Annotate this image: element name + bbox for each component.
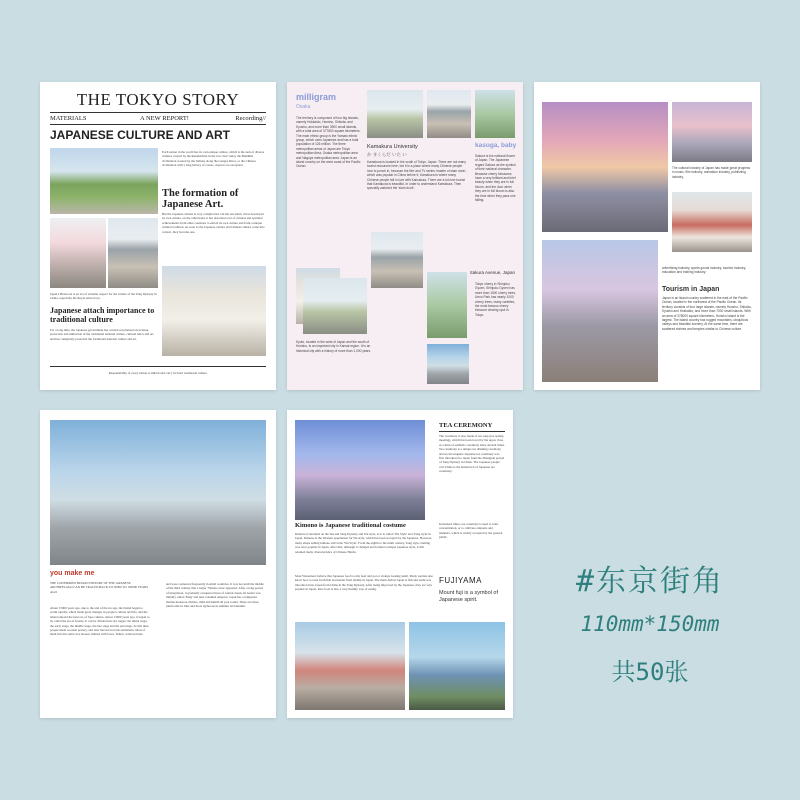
card1-headline: JAPANESE CULTURE AND ART — [50, 128, 231, 142]
card2-mid-sub: か まくらだ いた い — [367, 152, 407, 157]
alley-photo — [371, 232, 423, 288]
card1-intro: Each nation in the world has its own unique culture, which is the sum of diverse cultures created by the Rakahachtie in the two river valley the Buddhist civilization created by the Indians along the Ganges River, or the Chinese civilization with a long history of course, Japan is no exception. — [162, 150, 265, 168]
card-milligram — [287, 82, 523, 390]
dusk-houses-photo — [672, 102, 752, 162]
card2-mid-text: Kamakura is located in the south of Tokyo, Japan. There are not many tourist resources here, but it is a place where many Chinese people love to punch in, because the film and TV series 'master of slam dunk', which was popular in China before it, Kamakura is where many Chinese people fall in love with Kamakura. There are a lot new tourist that Kamakura is beautiful, in order to understand Kamakura. Then specially watched the 'slam dunk'. — [367, 160, 467, 191]
card5-title2: TEA CEREMONY — [439, 422, 493, 429]
card2-col3b: Tokyo cherry in Shinjuku Gyoen, Shinjuku Gyoen has more than 1500 cherry trees, Ueno Park has nearly 1000 cherry trees, many varieties, the most famous cherry blossom viewing spot in Tokyo. — [475, 282, 516, 317]
card-tokyo-story — [40, 82, 276, 390]
card5-text4: In modern times, tea ceremony is used to train concentration, or to cultivate etiquette and manners, which is widely accepted by the general public. — [439, 522, 503, 540]
card1-body1: But the Japanese culture is very complicated. On the one hand, it has developed its own culture, on the other hand, it has absorbed a lot of cultural and spiritual achievements from other countries to enrich its own culture and form a unique cultural tradition. As soon as the Japanese culture and Chinese culture come into contact, they become one. — [162, 212, 265, 234]
card2-mid-title: Kamakura University — [367, 144, 418, 150]
card1-caption1: Japan's Heian era is an era of extreme respect for the culture of the Tang Dynasty in China, especially the Royal aristocracy. — [50, 292, 157, 301]
corner-shop-photo — [672, 192, 752, 252]
card2-label1: milligram — [296, 92, 337, 102]
card5-text2: Most Westerners believe that Japanese food is only beef and pot or strange looking sushi. Many tourists also know how to taste fresh fish and tender fried shrimp in Japan. The main dish in Japan is fish and sushi was introduced into Japan from China in the Tang Dynasty. After being improved by the Japanese, they are very popular in Japan. Raw food is also a very healthy way of eating. — [295, 574, 434, 592]
station-photo — [303, 278, 367, 334]
card1-header-right: Recording// — [235, 115, 266, 122]
riverside-photo — [427, 272, 467, 338]
card5-text3: The ceremony is also made of tea soup (tea tasting meeting), which has been loved by the upper class as a kind of aesthetic ceremony since ancient times. Tea ceremony is a unique tea drinking ceremony and social etiquette Japanese tea ceremony was first introduced to Japan from the Zhenguan period of Tang Dynasty in China. The Japanese people call 'China is the hometown of Japanese tea ceremony'. — [439, 434, 505, 474]
city-photo — [427, 90, 471, 138]
card1-header-mid: A NEW REPORT! — [140, 115, 189, 122]
card4-col2: and were connected frequently in small countries. It was not until the middle of the third century that a larger 'Yamato state' appeared. After a long period of integration, it gradually conquered most of central Japan. Its leader was initially called 'King' and later renamed emperor. Japan has a temperate marine monsoon climate, mild and humid all year round. There are more plum rains in June and more typhoons in summer and autumn. — [166, 582, 264, 609]
mount-fuji-photo — [409, 622, 505, 710]
card-kimono — [287, 410, 513, 718]
card4-label: you make me — [50, 570, 95, 577]
card1-footer: Responsibility of every nation to inherit and carry forward traditional culture. — [108, 371, 208, 375]
card2-col1: The territory is composed of four big islands, namely Hokkaido, Honshu, Shikoku and Kyushu, and more than 3900 small islands, with a total area of 377800 square kilometers. The main ethnic group is the Yamato ethnic group, which uses Japanese and has a total population of 126 million. The three metropolitan areas of Japan are Tokyo metropolitan Area, Osaka metropolitan area and Nagoya metropolitan area. Japan is an island country on the west coast of the Pacific Ocean. — [296, 116, 361, 169]
sunset-bus-photo — [542, 102, 668, 232]
promo-count: 共50张 — [611, 658, 689, 686]
seaside-photo — [50, 148, 158, 214]
card2-label2: kasuga, baby — [475, 142, 517, 149]
card3-text1: The cultural industry of Japan has made great progress in music, film industry, animation industry, publishing industry. — [672, 166, 751, 179]
roadside-photo — [50, 420, 266, 565]
card1-body2: For a long time, the Japanese government has carried out planned excavation, protection and utilization of the traditional national culture, cultural relics and art, and has completely protected the traditional national culture and art. — [50, 328, 155, 341]
card4-col1: About 15000 years ago, due to the end of the ice age, the Island began to warm rapidly, which made great changes in people's culture and life, and the island entered the next era of Jopo culture. About 13000 years ago, it began to be called the era of bronze. It can be divided into six stages: the initial stage, the early stage, the middle stage, the late stage and the end stage. At this time, people made wooden pottery, and later moved towards settlement. Most of them lived in semi cave houses, hunted with bows, fished, collected nuts. — [50, 606, 150, 637]
evening-street-photo — [542, 240, 658, 382]
card-tourism — [534, 82, 760, 390]
card3-heading: Tourism in Japan — [662, 286, 720, 293]
card2-caption: Kyoto, located in the west of Japan and the south of Honshu, is an important city in Kansai region. It is an historical city with a history of more than 1,000 years. — [296, 340, 371, 353]
rail-photo — [367, 90, 423, 138]
card2-sub-label: Sakura Avenue, Japan — [469, 270, 515, 275]
card2-label1-sub: Osaka — [296, 104, 311, 110]
railway-crossing-photo — [427, 344, 469, 384]
card2-col3: Sakura is the national flower of Japan. The Japanese regard Sakura as the symbol of their national character. Because cherry blossoms have a very brilliant and brief beauty when they are in full bloom, and the door when they are in full bloom is also the time when they pass one falling. — [475, 154, 516, 203]
card1-header-left: MATERIALS — [50, 115, 87, 122]
card3-text3: Japan is an island country scattered in the east of the Pacific Ocean, located in the northwest of the Pacific Ocean. Its territory consists of four large islands, namely Honshu, Shikoku, Kyushu and Hokkaido, and more than 7000 small islands. With an area of 378000 square kilometers, Honshu Island is the largest. The island country has rugged mountains, ubiquitous valleys and beautiful scenery. At the same time, there are scattered shrines and temples similar to Chinese culture. — [662, 296, 752, 331]
card1-title: THE TOKYO STORY — [76, 90, 240, 109]
students-photo — [108, 218, 158, 288]
promo-size: 110mm*150mm — [580, 612, 720, 636]
card5-text5: Mount fuji is a symbol of Japanese spirit. — [439, 590, 498, 603]
house-photo — [162, 266, 266, 356]
card5-title3: FUJIYAMA — [439, 576, 482, 585]
card4-intro: THE CONFIRMED HUMAN HISTORY OF THE JAPANESE ARCHIPELAGO CAN BE TRACED BACK TO 30000 TO 100000 YEARS AGO — [50, 581, 149, 594]
card5-text1: Kimono is modeled on the Sui and Tang Dynasty and Wu style, as it is called 'Wu Style' and 'Tang style' in Japan. Kimono is the Western appellation for Wa style, which has been accepted by the Japanese. However, many shops selling kimono still write 'Wu Style'. From the eighth to the ninth century, Tang style clothing was once popular in Japan. After that, although it changed and formed a unique Japanese style, it still retained many characteristics of Chinese Hanfu. — [295, 532, 433, 554]
card-you-make-me — [40, 410, 276, 718]
anime-street-photo — [295, 420, 425, 520]
card1-subhead1: The formation of Japanese Art. — [162, 188, 239, 210]
promo-tag: #东京街角 — [575, 564, 725, 599]
park-photo — [475, 90, 515, 138]
card5-title1: Kimono is Japanese traditional costume — [295, 522, 406, 529]
cherry-street-photo — [50, 218, 106, 288]
town-street-photo — [295, 622, 405, 710]
card3-text2: advertising industry, sports goods industry, tourism industry, education and training industry. — [662, 266, 746, 275]
card1-subhead2: Japanese attach importance to traditional culture — [50, 306, 155, 324]
